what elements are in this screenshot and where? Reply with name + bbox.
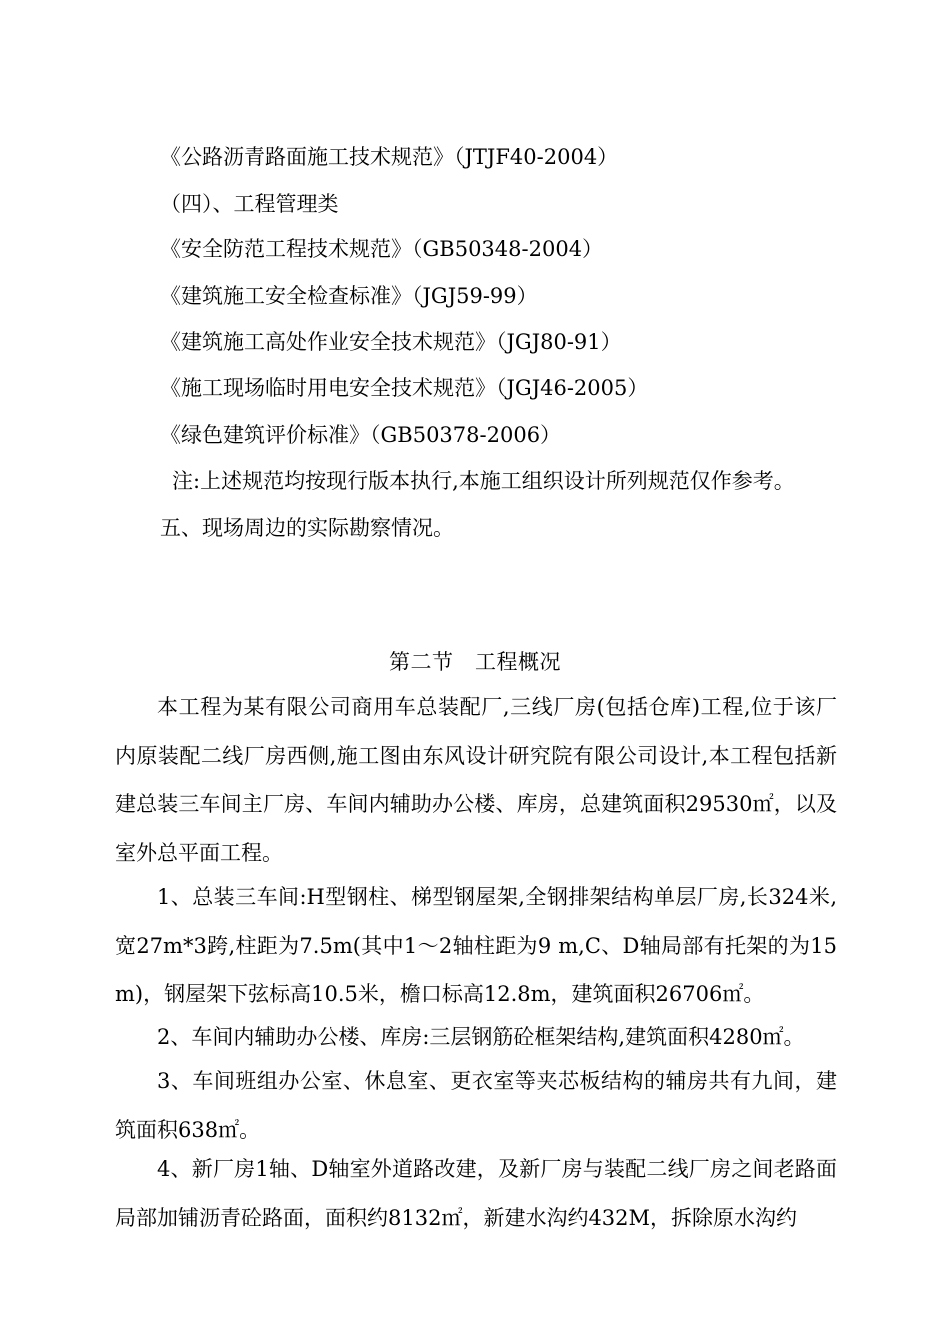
paragraph-project-overview: 本工程为某有限公司商用车总装配厂,三线厂房(包括仓库)工程,位于该厂内原装配二线厂房西侧,施工图由东风设计研究院有限公司设计,本工程包括新建总装三车间主厂房、车间内辅助办公楼、库房，总建筑面积29530㎡，以及室外总平面工程。 — [115, 695, 837, 865]
site-survey-heading: 五、现场周边的实际勘察情况。 — [160, 516, 454, 540]
paragraph-assembly-workshop: 1、总装三车间:H型钢柱、梯型钢屋架,全钢排架结构单层厂房,长324米,宽27m*3跨,柱距为7.5m(其中1～2轴柱距为9 m,C、D轴局部有托架的为15 m)，钢屋架下弦标高10.5米，檐口标高12.8m，建筑面积26706㎡。 — [115, 885, 837, 1006]
standard-item-safety-inspection: 《建筑施工安全检查标准》（JGJ59-99） — [160, 284, 538, 308]
section-title: 第二节 工程概况 — [389, 650, 561, 674]
paragraph-office-building: 2、车间内辅助办公楼、库房:三层钢筋砼框架结构,建筑面积4280㎡。 — [157, 1025, 805, 1049]
standard-item-highway-asphalt: 《公路沥青路面施工技术规范》（JTJF40-2004） — [160, 145, 619, 169]
standards-note: 注:上述规范均按现行版本执行,本施工组织设计所列规范仅作参考。 — [172, 469, 795, 493]
standard-item-temporary-power: 《施工现场临时用电安全技术规范》（JGJ46-2005） — [160, 376, 649, 400]
standard-item-green-building: 《绿色建筑评价标准》（GB50378-2006） — [160, 423, 562, 447]
standard-item-security-engineering: 《安全防范工程技术规范》（GB50348-2004） — [160, 237, 604, 261]
paragraph-road-works: 4、新厂房1轴、D轴室外道路改建，及新厂房与装配二线厂房之间老路面局部加铺沥青砼路面，面积约8132㎡，新建水沟约432M，拆除原水沟约 — [115, 1157, 837, 1230]
category-heading-management: （四）、工程管理类 — [160, 192, 339, 216]
paragraph-auxiliary-rooms: 3、车间班组办公室、休息室、更衣室等夹芯板结构的辅房共有九间，建筑面积638㎡。 — [115, 1069, 837, 1142]
standard-item-work-at-height: 《建筑施工高处作业安全技术规范》（JGJ80-91） — [160, 330, 622, 354]
